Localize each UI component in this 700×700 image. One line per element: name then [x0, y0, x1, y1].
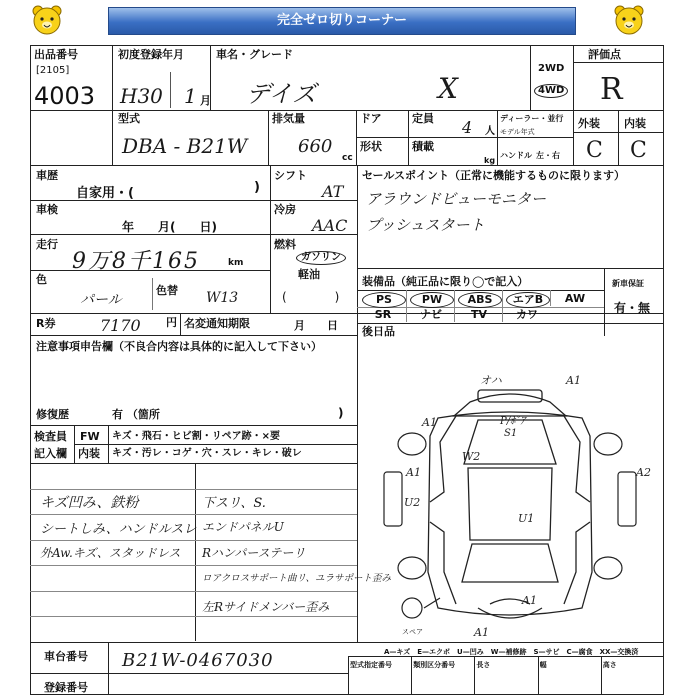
mark-roof: P/ﾎﾞｱ: [500, 416, 526, 427]
inspection-date: 年 月( 日): [122, 220, 217, 234]
sales-point-1: アラウンドビューモニター: [366, 190, 547, 208]
reg-no-label: 登録番号: [44, 681, 88, 694]
equipment-bottom-2: TV: [470, 308, 488, 321]
name-change-label: 名変通知期限: [184, 317, 250, 330]
color-value: パール: [80, 292, 122, 308]
mark-a2-right: A2: [636, 466, 651, 479]
history-close: ): [254, 180, 260, 195]
displacement-value: 660: [298, 136, 333, 157]
mark-a1-bottom: A1: [474, 626, 489, 639]
bottom-col-1: 類別区分番号: [413, 661, 456, 669]
reg-year: H30: [120, 84, 163, 108]
inspector-label: 検査員: [34, 430, 67, 443]
recycle-value: 7170: [100, 316, 141, 335]
equipment-top-3: エアB: [506, 292, 550, 308]
bear-mascot-right-icon: [612, 4, 646, 36]
recycle-label: R券: [36, 317, 56, 330]
aircon-label: 冷房: [274, 203, 296, 216]
sales-point-label: セールスポイント（正常に機能するものに限ります）: [362, 169, 626, 182]
handle-label: ハンドル: [500, 151, 532, 160]
exterior-grade: C: [586, 138, 603, 163]
month-unit: 月: [200, 94, 211, 107]
svg-text:S1: S1: [504, 428, 518, 439]
color-label: 色: [36, 273, 47, 286]
interior-grade: C: [630, 138, 647, 163]
fuel-paren: ( ): [282, 290, 340, 304]
kg-unit: kg: [484, 156, 496, 165]
remark-right-5: 左Rサイドメンバー歪み: [202, 600, 330, 614]
reg-month: 1: [184, 84, 197, 108]
warranty-options: 有・無: [614, 301, 651, 315]
sales-point-2: プッシュスタート: [366, 216, 485, 234]
after-reg-label: 後日品: [362, 325, 395, 338]
fw-codes: キズ・飛石・ヒビ割・リペア跡・×要: [112, 431, 280, 442]
chassis-no-label: 車台番号: [44, 650, 88, 663]
mileage-label: 走行: [36, 238, 58, 251]
damage-legend: A—キズ E—エクボ U—凹み W—補修跡 S—サビ C—腐食 XX—交換済: [384, 648, 639, 656]
first-reg-label: 初度登録年月: [118, 48, 184, 61]
mark-u1-center: U1: [518, 512, 535, 525]
history-label: 車歴: [36, 169, 58, 182]
mileage-value: 9万8千165: [72, 249, 200, 274]
repair-close: ): [338, 406, 344, 420]
interior-codes: キズ・汚レ・コゲ・穴・スレ・キレ・破レ: [112, 448, 302, 459]
dealer-label: ディーラー・並行: [500, 114, 564, 123]
remark-left-3: 外Aw.キズ、スタッドレス: [40, 546, 181, 560]
bottom-col-3: 幅: [539, 661, 547, 669]
remark-right-3: Rハンパーステーリ: [202, 546, 306, 560]
drive-4wd-label: 4WD: [534, 84, 568, 98]
evaluation-score: R: [600, 72, 623, 107]
equipment-top-4: AW: [564, 292, 586, 305]
name-change-date: 月 日: [294, 319, 338, 332]
car-damage-diagram: [360, 372, 660, 642]
type-label: 型式: [118, 112, 140, 125]
equipment-label: 装備品（純正品に限り◯で記入）: [362, 275, 529, 288]
color-code: W13: [206, 290, 239, 306]
equipment-bottom-1: ナビ: [420, 308, 442, 321]
equipment-top-1: PW: [410, 292, 454, 308]
capacity-value: 4: [462, 118, 473, 137]
mark-w2: W2: [462, 450, 481, 463]
new-warranty-label: 新車保証: [612, 279, 644, 288]
repair-options: 有 （箇所: [112, 408, 160, 421]
capacity-label: 定員: [412, 112, 434, 125]
model-year-label: モデル年式: [500, 128, 535, 136]
corner-banner: 完全ゼロ切りコーナー: [108, 7, 576, 35]
model-grade-label: 車名・グレード: [216, 48, 293, 61]
remark-left-1: キズ凹み、鉄粉: [40, 495, 139, 511]
equipment-top-0: PS: [362, 292, 406, 308]
bear-mascot-left-icon: [30, 4, 64, 36]
km-unit: km: [228, 258, 244, 268]
bottom-col-2: 長さ: [476, 661, 491, 669]
bottom-col-0: 型式指定番号: [350, 661, 392, 669]
entry-label: 記入欄: [34, 447, 67, 460]
history-options: 自家用・(: [76, 186, 134, 201]
fuel-label: 燃料: [274, 238, 296, 251]
mark-a1-fender: A1: [406, 466, 421, 479]
fuel-diesel: 軽油: [298, 268, 320, 281]
remark-right-4: ロアクロスサポート曲リ、ユラサポート歪み: [202, 573, 392, 584]
mark-a1-left: A1: [422, 416, 437, 429]
interior-short-label: 内装: [78, 447, 100, 460]
handle-options: 左・右: [536, 151, 560, 160]
aircon-value: AAC: [312, 216, 348, 235]
shift-value: AT: [322, 182, 344, 201]
remark-right-1: 下スリ、S.: [202, 496, 266, 511]
fuel-gas: ガソリン: [296, 251, 346, 265]
shape-label: 形状: [360, 140, 382, 153]
evaluation-label: 評価点: [588, 48, 621, 61]
inspection-label: 車検: [36, 203, 58, 216]
model-name: デイズ: [246, 80, 317, 108]
load-label: 積載: [412, 140, 434, 153]
equipment-bottom-3: カワ: [516, 308, 538, 321]
interior-label: 内装: [624, 117, 646, 130]
remark-right-2: エンドパネルU: [202, 520, 284, 534]
mark-a1-rear: A1: [522, 594, 537, 607]
chassis-no-value: B21W-0467030: [122, 650, 274, 671]
doors-label: ドア: [360, 112, 382, 125]
shift-label: シフト: [274, 169, 307, 182]
type-value: DBA - B21W: [122, 134, 248, 158]
lot-prefix: [2105]: [36, 65, 70, 76]
notes-label: 注意事項申告欄（不良合内容は具体的に記入して下さい）: [36, 340, 322, 353]
remark-left-2: シートしみ、ハンドルスレ: [40, 522, 197, 537]
lot-number: 4003: [34, 82, 96, 110]
grade: X: [438, 72, 458, 105]
bottom-col-4: 高さ: [602, 661, 617, 669]
drive-2wd-label: 2WD: [538, 63, 565, 74]
displacement-label: 排気量: [272, 112, 305, 125]
exterior-label: 外装: [578, 117, 600, 130]
person-unit: 人: [485, 126, 495, 137]
mark-front-a1: A1: [566, 374, 581, 387]
cc-unit: cc: [342, 153, 353, 163]
lot-no-label: 出品番号: [34, 48, 78, 61]
color-no-label: 色替: [156, 284, 178, 297]
mark-u2-left: U2: [404, 496, 421, 509]
repair-label: 修復歴: [36, 408, 69, 421]
mark-front-oh: オハ: [480, 374, 502, 387]
equipment-top-2: ABS: [458, 292, 502, 308]
spare-label: スペア: [402, 628, 423, 636]
equipment-bottom-0: SR: [374, 308, 392, 321]
yen-unit: 円: [166, 316, 177, 329]
fw-label: FW: [80, 430, 100, 443]
